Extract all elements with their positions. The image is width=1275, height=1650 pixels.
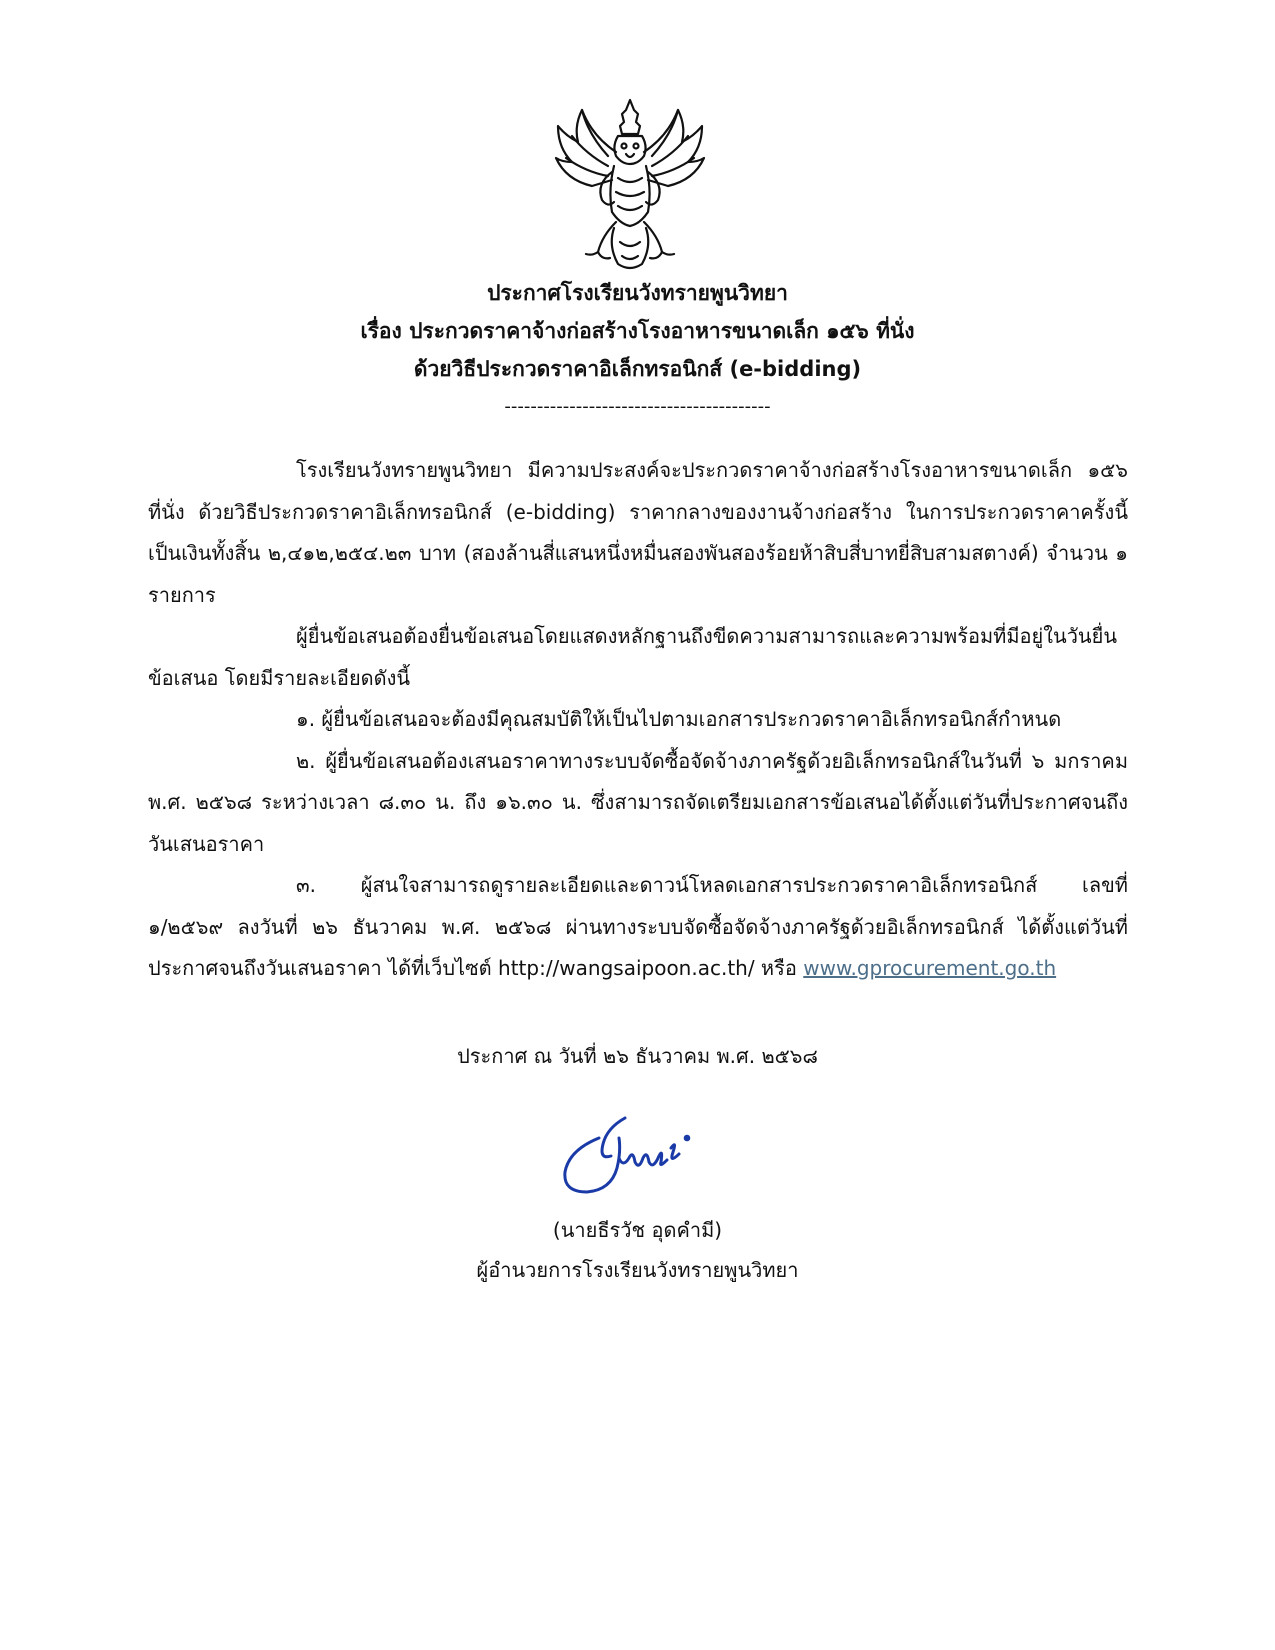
item-document-download bbox=[148, 865, 1128, 990]
announcement-body bbox=[148, 450, 1128, 990]
announcement-method: ด้วยวิธีประกวดราคาอิเล็กทรอนิกส์ (e-bidding) bbox=[413, 357, 862, 381]
signer-name: (นายธีรวัช อุดคำมี) bbox=[552, 1218, 723, 1242]
item-document-download-text: ๓. ผู้สนใจสามารถดูรายละเอียดและดาวน์โหลดเอกสารประกวดราคาอิเล็กทรอนิกส์ เลขที่ ๑/๒๕๖๙ ลงวันที่ ๒๖ ธันวาคม พ.ศ. ๒๕๖๘ ผ่านทางระบบจัดซื้อจัดจ้างภาครัฐด้วยอิเล็กทรอนิกส์ ได้ตั้งแต่วันที่ประกาศจนถึงวันเสนอราคา ได้ที่เว็บไซต์ http://wangsaipoon.ac.th/ หรือ bbox=[148, 873, 1128, 980]
title-block bbox=[140, 274, 1135, 426]
announcement-title: ประกาศโรงเรียนวังทรายพูนวิทยา bbox=[487, 281, 788, 305]
signatory-block bbox=[140, 1210, 1135, 1290]
announcement-subject: เรื่อง ประกวดราคาจ้างก่อสร้างโรงอาหารขนาดเล็ก ๑๕๖ ที่นั่ง bbox=[360, 319, 915, 343]
title-divider: ----------------------------------------- bbox=[504, 396, 771, 417]
signer-position: ผู้อำนวยการโรงเรียนวังทรายพูนวิทยา bbox=[476, 1258, 799, 1282]
announcement-date: ประกาศ ณ วันที่ ๒๖ ธันวาคม พ.ศ. ๒๕๖๘ bbox=[457, 1044, 818, 1068]
paragraph-requirements: ผู้ยื่นข้อเสนอต้องยื่นข้อเสนอโดยแสดงหลักฐานถึงขีดความสามารถและความพร้อมที่มีอยู่ในวันยื่นข้อเสนอ โดยมีรายละเอียดดังนี้ bbox=[148, 624, 1117, 690]
signature-image bbox=[555, 1110, 710, 1205]
gprocurement-link[interactable]: www.gprocurement.go.th bbox=[803, 956, 1057, 980]
paragraph-overview: โรงเรียนวังทรายพูนวิทยา มีความประสงค์จะประกวดราคาจ้างก่อสร้างโรงอาหารขนาดเล็ก ๑๕๖ ที่นั่ง ด้วยวิธีประกวดราคาอิเล็กทรอนิกส์ (e-bidding) ราคากลางของงานจ้างก่อสร้าง ในการประกวดราคาครั้งนี้ เป็นเงินทั้งสิ้น ๒,๔๑๒,๒๕๔.๒๓ บาท (สองล้านสี่แสนหนึ่งหมื่นสองพันสองร้อยห้าสิบสี่บาทยี่สิบสามสตางค์) จำนวน ๑ รายการ bbox=[148, 458, 1128, 607]
item-bid-submission: ๒. ผู้ยื่นข้อเสนอต้องเสนอราคาทางระบบจัดซื้อจัดจ้างภาครัฐด้วยอิเล็กทรอนิกส์ในวันที่ ๖ มกราคม พ.ศ. ๒๕๖๘ ระหว่างเวลา ๘.๓๐ น. ถึง ๑๖.๓๐ น. ซึ่งสามารถจัดเตรียมเอกสารข้อเสนอได้ตั้งแต่วันที่ประกาศจนถึงวันเสนอราคา bbox=[148, 748, 1128, 856]
item-qualification: ๑. ผู้ยื่นข้อเสนอจะต้องมีคุณสมบัติให้เป็นไปตามเอกสารประกวดราคาอิเล็กทรอนิกส์กำหนด bbox=[296, 707, 1062, 731]
garuda-emblem-icon bbox=[552, 96, 708, 274]
